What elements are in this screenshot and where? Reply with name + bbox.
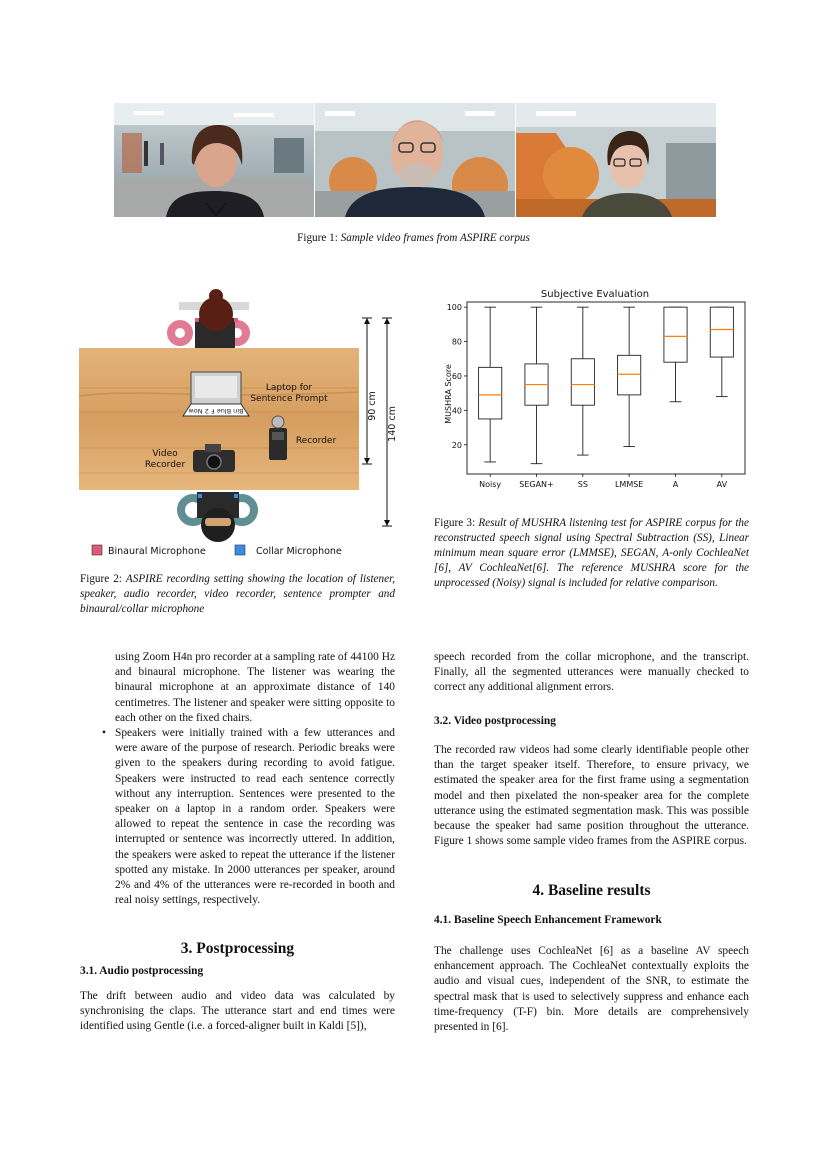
binaural-mic-right — [234, 318, 238, 322]
figure1-caption-label: Figure 1: — [297, 232, 338, 244]
box-a — [664, 307, 687, 362]
paragraph-recording-equipment: using Zoom H4n pro recorder at a sampling rate of 44100 Hz and binaural microphone. The listener was wearing the binaural microphone at an approximate distance of 140 centimetres. The listener and speaker were sitting opposite to each other on the fixed chairs. — [115, 651, 395, 724]
recorder-label: Recorder — [295, 436, 337, 446]
subsection-3-1-title: 3.1. Audio postprocessing — [80, 965, 204, 977]
y-tick-label: 100 — [446, 303, 462, 313]
video-postprocessing-block — [434, 743, 749, 849]
y-tick-label: 80 — [451, 337, 462, 347]
listener-chair-arm-left — [171, 324, 189, 342]
dim-90-label: 90 cm — [367, 391, 378, 421]
x-tick-label-segan: SEGAN+ — [519, 480, 554, 489]
figure2-caption-text: ASPIRE recording setting showing the location of listener, speaker, audio recorder, video recorder, sentence prompter and binaural/collar microphone — [80, 573, 395, 615]
laptop-label-1: Laptop for — [265, 383, 313, 393]
chart-frame — [467, 302, 745, 474]
video-frame-3 — [516, 103, 716, 217]
box-av — [710, 307, 733, 357]
x-tick-label-a: A — [672, 480, 679, 489]
box-lmmse — [618, 355, 641, 395]
x-tick-label-av: AV — [716, 480, 728, 489]
audio-postprocessing-block — [80, 989, 395, 1035]
x-tick-label-noisy: Noisy — [479, 480, 502, 489]
section-4-title: 4. Baseline results — [532, 882, 651, 899]
video-recorder-label-2: Recorder — [144, 460, 186, 470]
dim-140-label: 140 cm — [387, 406, 398, 442]
figure3-caption — [434, 516, 749, 591]
figure3-caption-text: Result of MUSHRA listening test for ASPIRE corpus for the reconstructed speech signal using Spectral Subtraction (SS), Linear minimum mean square error (LMMSE), SEGAN, A-only CochleaNet [6], AV CochleaNet[6]. The reference MUSHRA score for the unprocessed (Noisy) signal is included for relative comparison. — [434, 517, 749, 589]
collar-mic — [198, 494, 202, 498]
figure1-caption — [0, 231, 827, 246]
legend-binaural-label: Binaural Microphone — [108, 546, 206, 557]
video-frame-2 — [315, 103, 515, 217]
legend-collar-swatch — [235, 545, 245, 555]
x-tick-label-lmmse: LMMSE — [614, 480, 644, 489]
legend-binaural-swatch — [92, 545, 102, 555]
figure2-caption — [80, 572, 395, 617]
video-recorder-label-1: Video — [152, 449, 178, 459]
recording-setup-diagram — [79, 288, 409, 563]
video-frame-1 — [114, 103, 314, 217]
paragraph-baseline-framework: The challenge uses CochleaNet [6] as a baseline AV speech enhancement approach. The CochleaNet contextually exploits the audio and visual cues, independent of the SNR, to estimate the spectral mask that is used to selectively suppress and enhance each time-frequency (T-F) bin. More details are comprehensively presented in [6]. — [434, 945, 749, 1034]
chart-ylabel: MUSHRA Score — [444, 364, 453, 424]
figure1-caption-text: Sample video frames from ASPIRE corpus — [340, 232, 530, 244]
chart-title: Subjective Evaluation — [540, 289, 650, 300]
paragraph-alignment: speech recorded from the collar microphone, and the transcript. Finally, all the segmented utterances were manually checked to correct any additional alignment errors. — [434, 651, 749, 694]
laptop-label-2: Sentence Prompt — [250, 394, 328, 404]
baseline-framework-block — [434, 944, 749, 1035]
y-tick-label: 60 — [451, 371, 462, 381]
y-tick-label: 20 — [451, 440, 462, 450]
right-column-top — [434, 650, 749, 696]
x-tick-label-ss: SS — [577, 480, 588, 489]
bullet-item — [102, 726, 395, 908]
paragraph-video-postprocessing: The recorded raw videos had some clearly identifiable people other than the target speaker itself. Therefore, to ensure privacy, we estimated the speaker area for the first frame using a segmentation model and then pixelated the non-speaker area for the complete utterance using the estimated segmentation mask. This was possible because the speaker had same position throughout the utterance. Figure 1 shows some sample video frames from the ASPIRE corpus. — [434, 744, 749, 848]
subsection-3-2-title: 3.2. Video postprocessing — [434, 715, 556, 727]
binaural-mic-left — [195, 318, 199, 322]
subsection-4-1-title: 4.1. Baseline Speech Enhancement Framework — [434, 914, 662, 926]
figure1 — [114, 103, 716, 217]
bullet-speaker-training: Speakers were initially trained with a few utterances and were aware of the purpose of research. Periodic breaks were given to the speakers during recording to avoid fatigue. Speakers were instructed to read each sentence correctly without any interruption. Sentences were presented to the speaker on a laptop in a random order. Speakers were allowed to repeat the sentence in case the recording was interrupted or sentence was incorrectly uttered. In addition, the speakers were asked to repeat the utterance if the listener spotted any mistake. In 2000 utterances per speaker, around 2% and 4% of the utterances were re-recorded in booth and real noisy settings, respectively. — [115, 727, 395, 907]
laptop-screen-text: Bin Blue F 2 Now — [188, 407, 244, 415]
figure3-caption-label: Figure 3: — [434, 517, 476, 529]
figure2-caption-label: Figure 2: — [80, 573, 122, 585]
figure2 — [79, 288, 409, 563]
legend-collar-label: Collar Microphone — [256, 546, 342, 557]
box-noisy — [479, 367, 502, 419]
left-column — [115, 650, 395, 726]
paragraph-audio-postprocessing: The drift between audio and video data was calculated by synchronising the claps. The utterance start and end times were identified using Gentle (i.e. a forced-aligner built in Kaldi [5]), — [80, 990, 395, 1033]
bullet-mark: • — [102, 727, 106, 739]
section-3-title: 3. Postprocessing — [180, 940, 295, 957]
figure3-chart — [433, 284, 755, 494]
y-tick-label: 40 — [451, 406, 462, 416]
box-ss — [571, 359, 594, 405]
mushra-boxplot — [433, 284, 755, 494]
